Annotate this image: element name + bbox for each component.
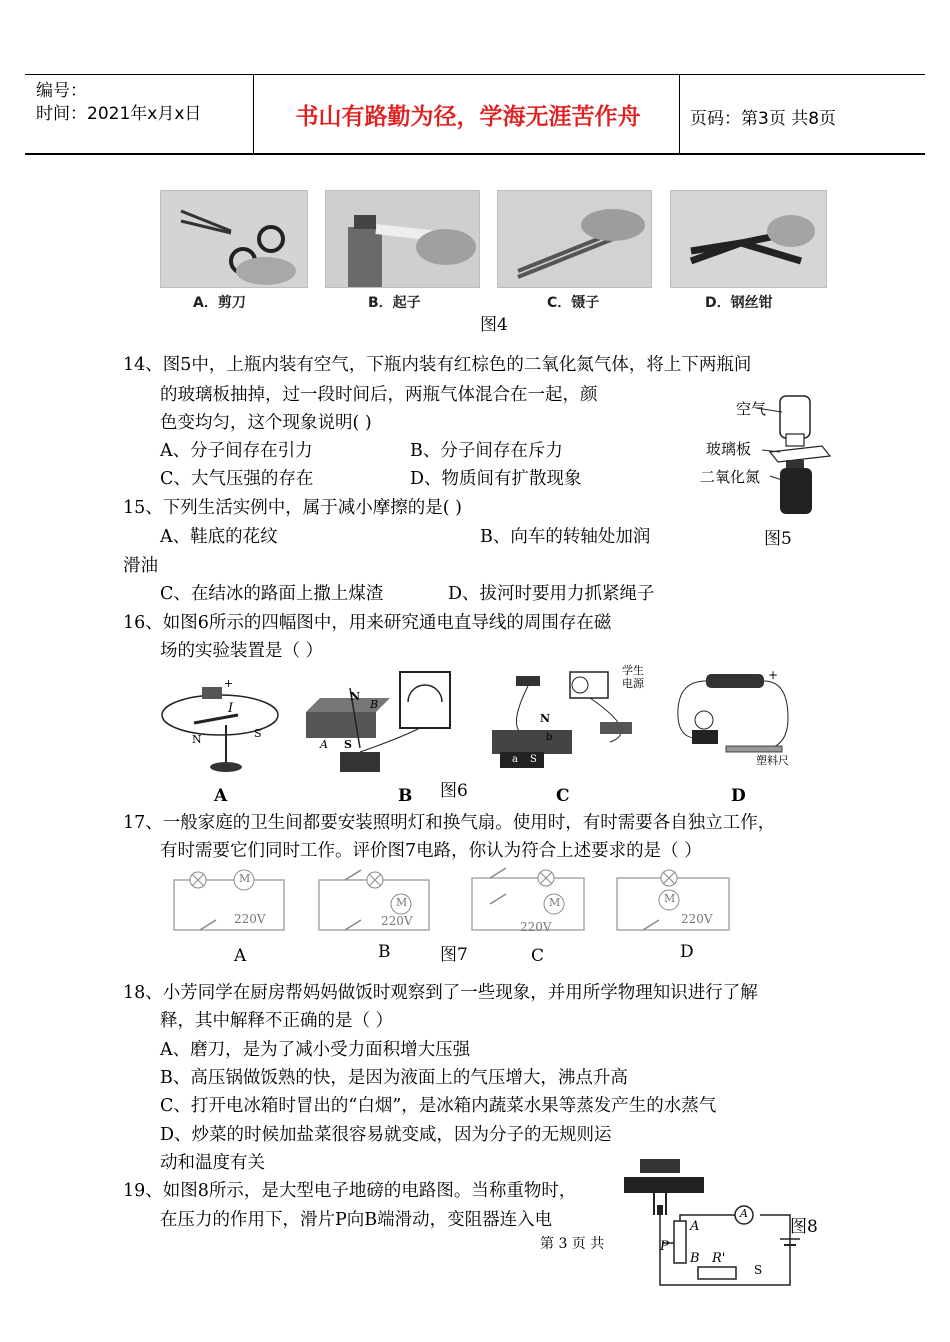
figure7-b-motor: M <box>396 896 408 909</box>
figure8-diagram <box>620 1155 810 1290</box>
figure6-b-south: S <box>344 738 352 751</box>
q15-option-b: B、向车的转轴处加润 <box>480 527 651 547</box>
q14-option-b: B、分子间存在斥力 <box>410 441 563 461</box>
figure6-c-power-2: 电源 <box>622 677 644 690</box>
figure8-ammeter: A <box>740 1207 748 1220</box>
tweezers-icon <box>498 191 651 287</box>
wire-compass-icon <box>158 675 283 775</box>
figure7-a-voltage: 220V <box>234 912 266 926</box>
figure6-letter-b: B <box>398 786 413 806</box>
figure6-diagram-d <box>670 668 800 768</box>
figure8-end-b: B <box>690 1251 700 1266</box>
figure5-diagram <box>700 390 835 520</box>
figure6-c-north: N <box>540 712 551 725</box>
q14-line2: 的玻璃板抽掉，过一段时间后，两瓶气体混合在一起，颜 <box>160 385 598 405</box>
q14-line3: 色变均匀，这个现象说明( ) <box>160 413 372 433</box>
q18-option-a: A、磨刀，是为了减小受力面积增大压强 <box>160 1040 471 1060</box>
figure6-letter-c: C <box>556 786 570 806</box>
circuit-a-icon <box>170 868 290 934</box>
figure4-label: 图4 <box>480 315 508 335</box>
q19-line1: 19、如图8所示，是大型电子地磅的电路图。当称重物时， <box>123 1181 577 1201</box>
figure6-b-north: N <box>350 690 361 703</box>
figure6-label: 图6 <box>440 781 468 801</box>
q14-line1: 14、图5中，上瓶内装有空气，下瓶内装有红棕色的二氧化氮气体，将上下两瓶间 <box>123 355 752 375</box>
header-bottom-rule <box>25 153 925 155</box>
figure7-c-voltage: 220V <box>520 920 552 934</box>
q15-line1: 15、下列生活实例中，属于减小摩擦的是( ) <box>123 498 462 518</box>
figure7-d-voltage: 220V <box>681 912 713 926</box>
figure4-photo-tweezers <box>497 190 652 288</box>
figure4-caption-a: A．剪刀 <box>193 295 246 311</box>
figure7-letter-d: D <box>680 942 694 962</box>
figure7-letter-a: A <box>234 946 247 966</box>
figure6-b-wire-a: A <box>320 738 328 751</box>
figure6-c-b: b <box>546 732 553 743</box>
footer-page-number: 第 3 页 共 <box>540 1236 605 1252</box>
figure7-letter-c: C <box>531 946 545 966</box>
figure5-label: 图5 <box>764 529 792 549</box>
figure6-c-a: a <box>512 754 518 765</box>
figure4-photo-scissors <box>160 190 308 288</box>
figure5-label-no2: 二氧化氮 <box>700 468 761 486</box>
scissors-icon <box>161 191 307 287</box>
figure8-label: 图8 <box>790 1217 818 1237</box>
q14-option-c: C、大气压强的存在 <box>160 469 314 489</box>
figure8-resistor-r: R' <box>712 1251 726 1266</box>
q18-line1: 18、小芳同学在厨房帮妈妈做饭时观察到了一些现象，并用所学物理知识进行了解 <box>123 983 758 1003</box>
figure6-d-plus: + <box>768 668 779 682</box>
q18-option-d: D、炒菜的时候加盐菜很容易就变咸，因为分子的无规则运 <box>160 1125 612 1145</box>
serial-label: 编号： <box>36 81 87 101</box>
figure6-a-current: I <box>228 701 234 716</box>
q15-option-a: A、鞋底的花纹 <box>160 527 278 547</box>
figure7-a-motor: M <box>239 872 251 885</box>
q17-line2: 有时需要它们同时工作。评价图7电路，你认为符合上述要求的是（ ） <box>160 841 702 861</box>
figure7-c-motor: M <box>549 896 561 909</box>
header-divider-right <box>679 74 680 155</box>
time-label: 时间：2021年x月x日 <box>36 104 202 124</box>
figure6-letter-d: D <box>731 786 746 806</box>
generator-galvanometer-icon <box>300 668 460 778</box>
figure6-a-south: S <box>254 727 262 740</box>
figure6-a-north: N <box>192 733 202 746</box>
figure7-label: 图7 <box>440 945 468 965</box>
figure4-photo-pliers <box>670 190 827 288</box>
header-page-info: 页码：第3页 共8页 <box>690 109 837 129</box>
header-divider-left <box>253 74 254 155</box>
figure6-c-south: S <box>530 754 537 765</box>
figure7-circuit-d <box>613 864 739 934</box>
q14-option-d: D、物质间有扩散现象 <box>410 469 582 489</box>
figure4-caption-c: C．镊子 <box>547 295 600 311</box>
q17-line1: 17、一般家庭的卫生间都要安装照明灯和换气扇。使用时，有时需要各自独立工作， <box>123 813 776 833</box>
q16-line2: 场的实验装置是（ ） <box>160 641 324 661</box>
figure4-caption-d: D．钢丝钳 <box>705 295 773 311</box>
q16-line1: 16、如图6所示的四幅图中，用来研究通电直导线的周围存在磁 <box>123 613 612 633</box>
figure6-diagram-a <box>158 675 283 775</box>
q18-option-b: B、高压锅做饭熟的快，是因为液面上的气压增大，沸点升高 <box>160 1068 628 1088</box>
figure8-switch-s: S <box>754 1263 763 1277</box>
figure6-a-plus: + <box>224 677 234 690</box>
figure7-circuit-b <box>315 868 435 934</box>
figure7-d-motor: M <box>664 892 676 905</box>
q18-line2: 释，其中解释不正确的是（ ） <box>160 1011 394 1031</box>
figure7-b-voltage: 220V <box>381 914 413 928</box>
figure8-slider-p: P <box>660 1239 669 1254</box>
pliers-icon <box>671 191 826 287</box>
figure5-label-glass: 玻璃板 <box>706 440 752 458</box>
figure6-d-ruler: 塑料尺 <box>756 754 789 767</box>
circuit-b-icon <box>315 868 435 934</box>
q15-option-b-cont: 滑油 <box>123 556 158 576</box>
header-motto: 书山有路勤为径，学海无涯苦作舟 <box>295 104 641 130</box>
figure7-letter-b: B <box>378 942 391 962</box>
header-top-rule <box>25 74 925 75</box>
q15-option-d: D、拔河时要用力抓紧绳子 <box>448 584 655 604</box>
weighbridge-circuit-icon <box>620 1155 810 1290</box>
figure7-circuit-a <box>170 868 290 934</box>
figure6-b-wire-b: B <box>370 698 379 711</box>
q14-option-a: A、分子间存在引力 <box>160 441 313 461</box>
q18-option-d-cont: 动和温度有关 <box>160 1153 265 1173</box>
figure5-label-air: 空气 <box>736 400 767 418</box>
figure4-caption-b: B．起子 <box>368 295 421 311</box>
q18-option-c: C、打开电冰箱时冒出的“白烟”，是冰箱内蔬菜水果等蒸发产生的水蒸气 <box>160 1096 717 1116</box>
figure4-photo-opener <box>325 190 480 288</box>
circuit-d-icon <box>613 864 739 934</box>
figure6-diagram-c <box>480 662 650 774</box>
figure6-c-power-1: 学生 <box>622 664 644 677</box>
bottle-opener-icon <box>326 191 479 287</box>
figure8-end-a: A <box>690 1219 700 1234</box>
figure6-letter-a: A <box>214 786 228 806</box>
header-meta <box>36 80 201 126</box>
figure6-diagram-b <box>300 668 460 778</box>
figure7-circuit-c <box>468 864 594 934</box>
q15-option-c: C、在结冰的路面上撒上煤渣 <box>160 584 384 604</box>
q19-line2: 在压力的作用下，滑片P向B端滑动，变阻器连入电 <box>160 1210 553 1230</box>
